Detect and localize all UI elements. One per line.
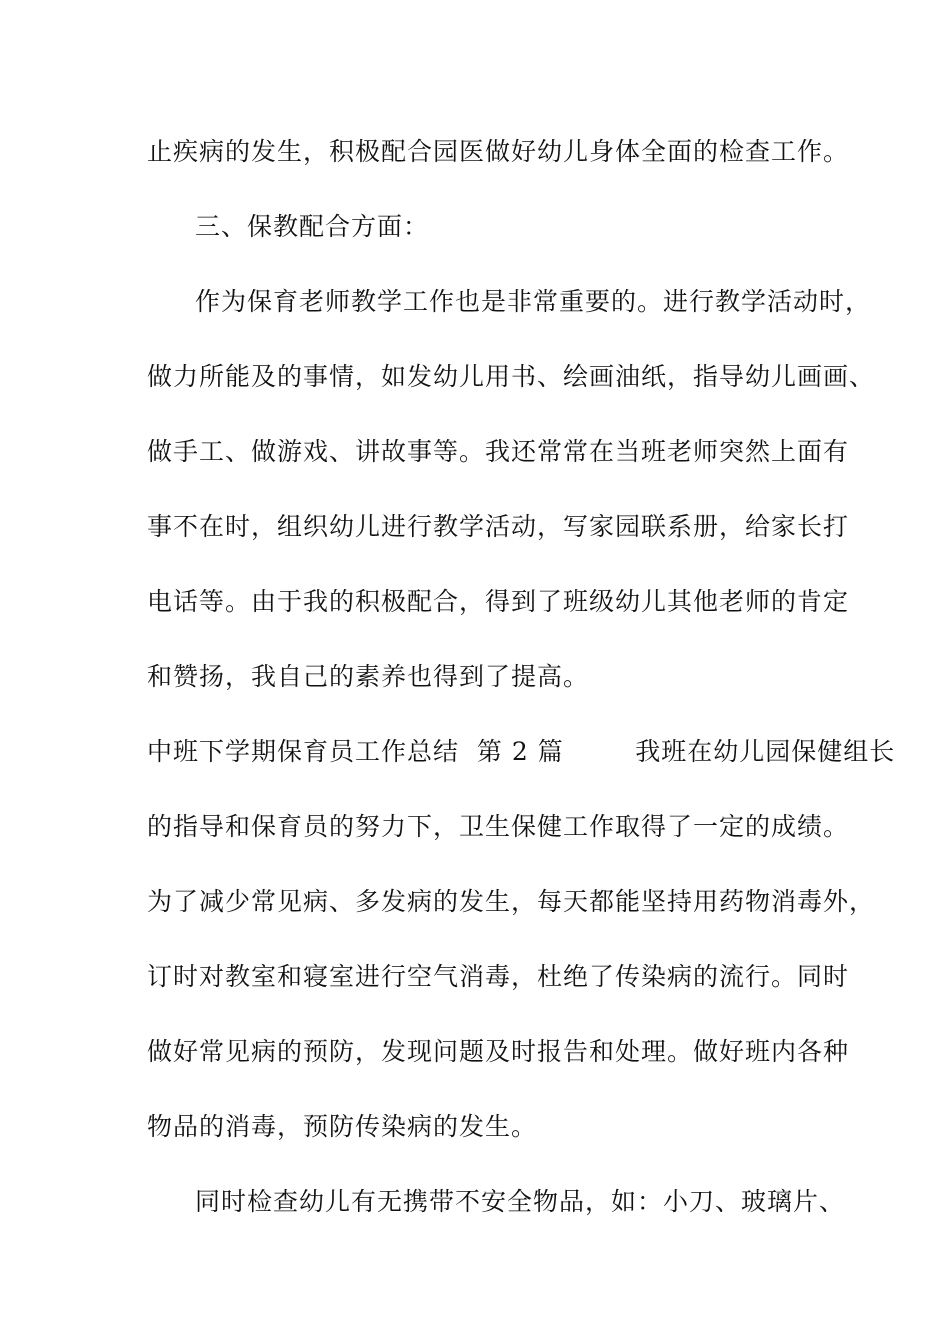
section-heading: 三、保教配合方面： [195,212,430,241]
paragraph-line: 做手工、做游戏、讲故事等。我还常常在当班老师突然上面有 [147,437,850,466]
paragraph-line: 为了减少常见病、多发病的发生，每天都能坚持用药物消毒外， [147,887,876,916]
article-title-line: 中班下学期保育员工作总结 第 2 篇 我班在幼儿园保健组长 [147,737,896,766]
paragraph-line: 同时检查幼儿有无携带不安全物品，如：小刀、玻璃片、 [195,1187,846,1216]
paragraph-line: 和赞扬，我自己的素养也得到了提高。 [147,662,590,691]
paragraph-line: 订时对教室和寝室进行空气消毒，杜绝了传染病的流行。同时 [147,962,850,991]
paragraph-line: 物品的消毒，预防传染病的发生。 [147,1112,538,1141]
paragraph-line: 电话等。由于我的积极配合，得到了班级幼儿其他老师的肯定 [147,587,850,616]
paragraph-line: 做力所能及的事情，如发幼儿用书、绘画油纸，指导幼儿画画、 [147,362,876,391]
paragraph-line: 做好常见病的预防，发现问题及时报告和处理。做好班内各种 [147,1037,850,1066]
paragraph-line: 止疾病的发生，积极配合园医做好幼儿身体全面的检查工作。 [147,137,850,166]
paragraph-line: 事不在时，组织幼儿进行教学活动，写家园联系册，给家长打 [147,512,850,541]
paragraph-line: 的指导和保育员的努力下，卫生保健工作取得了一定的成绩。 [147,812,850,841]
paragraph-line: 作为保育老师教学工作也是非常重要的。进行教学活动时， [195,287,872,316]
